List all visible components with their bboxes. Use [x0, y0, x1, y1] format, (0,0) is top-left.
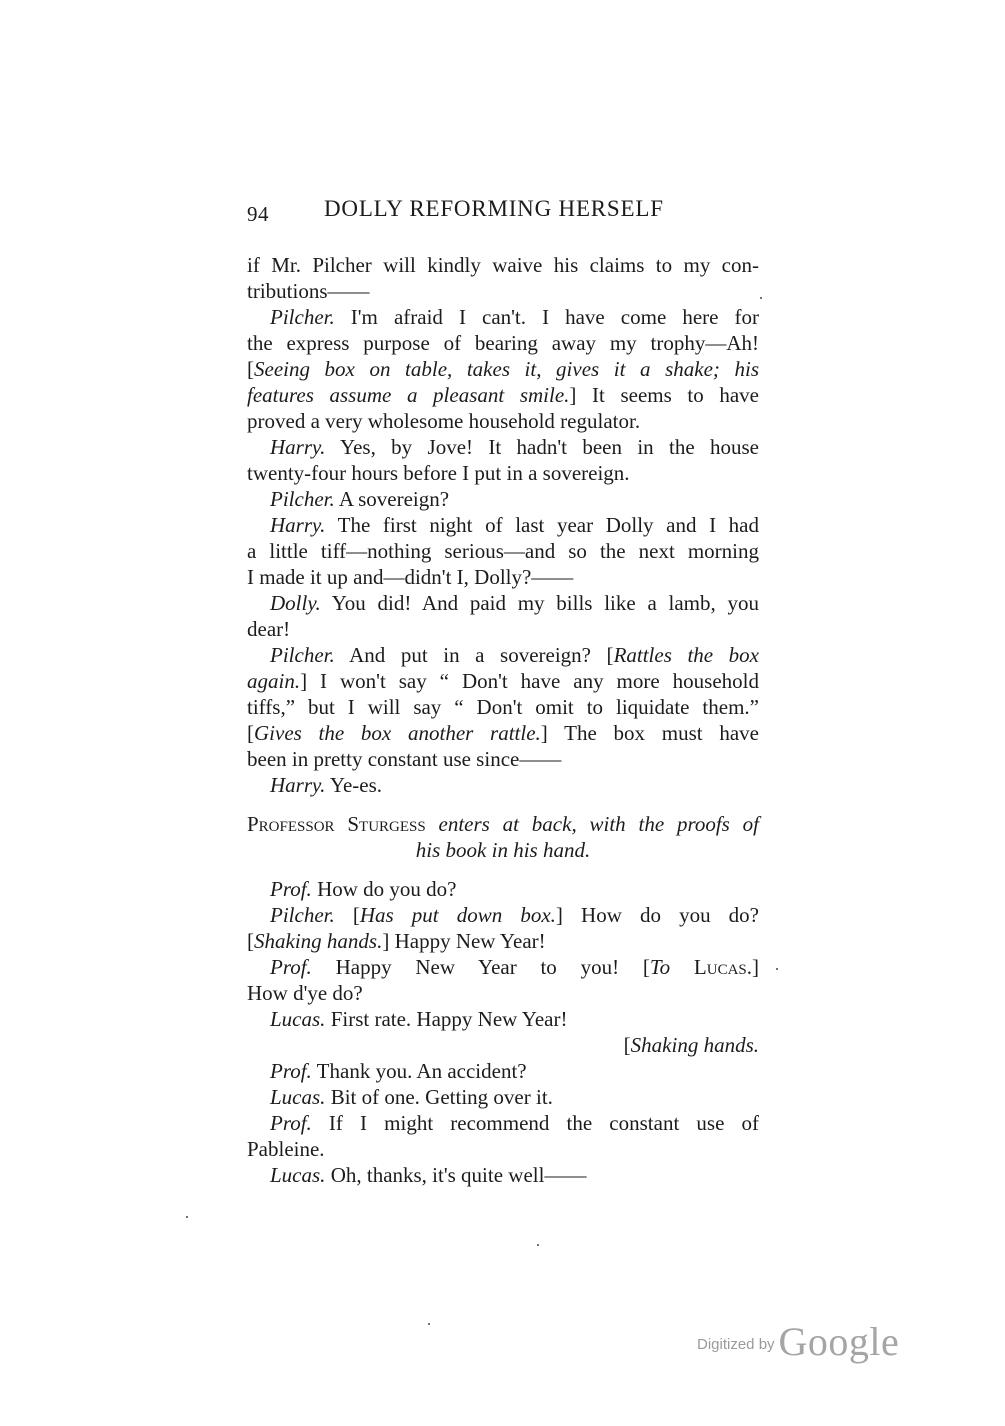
stage-direction-line: features assume a pleasant smile.] It seems to have	[247, 383, 760, 407]
dialogue-line: Prof. How do you do?	[270, 877, 457, 901]
digitized-by-google-watermark	[697, 1318, 899, 1365]
dialogue-line: Pilcher. And put in a sovereign? [Rattles the box	[270, 643, 759, 667]
dialogue-line: Lucas. Oh, thanks, it's quite well——	[270, 1163, 587, 1187]
running-head: DOLLY REFORMING HERSELF	[324, 196, 664, 221]
stage-direction-line: again.] I won't say “ Don't have any more household	[247, 669, 759, 693]
watermark-prefix: Digitized by	[697, 1336, 775, 1353]
dialogue-line: Pilcher. A sovereign?	[270, 487, 450, 511]
text-line: How d'ye do?	[247, 981, 363, 1005]
entrance-direction: his book in his hand.	[415, 838, 591, 862]
text-line: if Mr. Pilcher will kindly waive his claims to my con-	[247, 253, 759, 277]
speaker-name: Prof.	[270, 877, 312, 901]
scan-speck	[760, 297, 762, 299]
text-line: been in pretty constant use since——	[247, 747, 562, 771]
page-header	[247, 196, 767, 232]
speaker-name: Harry.	[270, 513, 326, 537]
google-logo: Google	[778, 1319, 900, 1364]
dialogue-line: Harry. Ye-es.	[270, 773, 383, 797]
speaker-name: Pilcher.	[270, 487, 335, 511]
text-line: the express purpose of bearing away my trophy—Ah!	[247, 331, 759, 355]
text-line: a little tiff—nothing serious—and so the next morning	[247, 539, 759, 563]
page-number: 94	[247, 202, 269, 226]
scan-speck	[537, 1244, 539, 1246]
text-line: twenty-four hours before I put in a sovereign.	[247, 461, 630, 485]
speaker-name: Pilcher.	[270, 903, 335, 927]
speaker-name: Prof.	[270, 955, 312, 979]
speaker-name: Lucas.	[270, 1085, 326, 1109]
entrance-direction: Professor Sturgess enters at back, with the proofs of	[247, 812, 759, 836]
dialogue-line: Prof. If I might recommend the constant use of	[270, 1111, 759, 1135]
speaker-name: Prof.	[270, 1059, 312, 1083]
speaker-name: Pilcher.	[270, 305, 335, 329]
dialogue-line: Prof. Happy New Year to you! [To Lucas.]	[270, 955, 760, 979]
text-line: I made it up and—didn't I, Dolly?——	[247, 565, 574, 589]
text-line: dear!	[247, 617, 291, 641]
dialogue-line: Pilcher. [Has put down box.] How do you do?	[270, 903, 760, 927]
text-line: Pableine.	[247, 1137, 325, 1161]
text-line: proved a very wholesome household regulator.	[247, 409, 641, 433]
scan-speck	[186, 1216, 188, 1218]
speaker-name: Lucas.	[270, 1163, 326, 1187]
speaker-name: Pilcher.	[270, 643, 335, 667]
speaker-name: Harry.	[270, 435, 326, 459]
dialogue-line: Lucas. First rate. Happy New Year!	[270, 1007, 568, 1031]
scan-speck	[776, 968, 778, 970]
speaker-name: Lucas.	[270, 1007, 326, 1031]
dialogue-line: Dolly. You did! And paid my bills like a lamb, you	[270, 591, 759, 615]
dialogue-line: Harry. The first night of last year Dolly and I had	[270, 513, 759, 537]
dialogue-line: Lucas. Bit of one. Getting over it.	[270, 1085, 553, 1109]
dialogue-line: Harry. Yes, by Jove! It hadn't been in the house	[270, 435, 759, 459]
dialogue-line: Pilcher. I'm afraid I can't. I have come here for	[270, 305, 759, 329]
text-line: tiffs,” but I will say “ Don't omit to liquidate them.”	[247, 695, 759, 719]
stage-direction-line: [Shaking hands.	[623, 1033, 759, 1057]
character-name: Professor Sturgess	[247, 812, 426, 836]
dialogue-line: Prof. Thank you. An accident?	[270, 1059, 527, 1083]
stage-direction-line: [Gives the box another rattle.] The box must have	[247, 721, 759, 745]
stage-direction-line: [Shaking hands.] Happy New Year!	[247, 929, 546, 953]
stage-direction-line: [Seeing box on table, takes it, gives it a shake; his	[247, 357, 759, 381]
text-line: tributions——	[247, 279, 370, 303]
scan-speck	[428, 1323, 430, 1325]
speaker-name: Prof.	[270, 1111, 312, 1135]
speaker-name: Harry.	[270, 773, 326, 797]
speaker-name: Dolly.	[270, 591, 321, 615]
